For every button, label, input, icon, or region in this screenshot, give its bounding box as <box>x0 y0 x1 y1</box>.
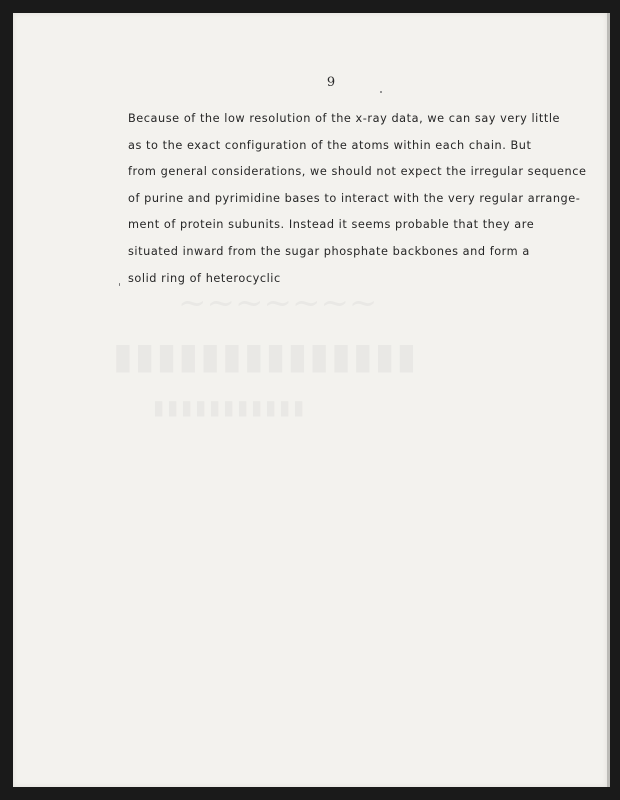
paper-edge <box>607 13 610 787</box>
text-line: ment of protein subunits. Instead it seems probable that they are <box>128 218 535 232</box>
bleed-through-mark: ~~~~~~~ <box>178 283 378 323</box>
page-number: 9 <box>326 75 336 90</box>
document-page <box>13 13 607 787</box>
text-line: situated inward from the sugar phosphate backbones and form a <box>128 244 530 258</box>
text-line: from general considerations, we should not expect the irregular sequence <box>128 165 587 179</box>
text-line: as to the exact configuration of the atoms within each chain. But <box>128 138 532 152</box>
text-line: solid ring of heterocyclic <box>128 271 281 285</box>
body-paragraph <box>128 111 587 297</box>
paper-speck <box>119 283 120 286</box>
paper-speck <box>380 91 382 93</box>
bleed-through-mark: ▮▮▮▮▮▮▮▮▮▮▮ <box>153 395 308 419</box>
bleed-through-mark: ▮▮▮▮▮▮▮▮▮▮▮▮▮▮ <box>113 335 419 377</box>
text-line: of purine and pyrimidine bases to interact with the very regular arrange- <box>128 191 581 205</box>
text-line: Because of the low resolution of the x-ray data, we can say very little <box>128 112 561 125</box>
